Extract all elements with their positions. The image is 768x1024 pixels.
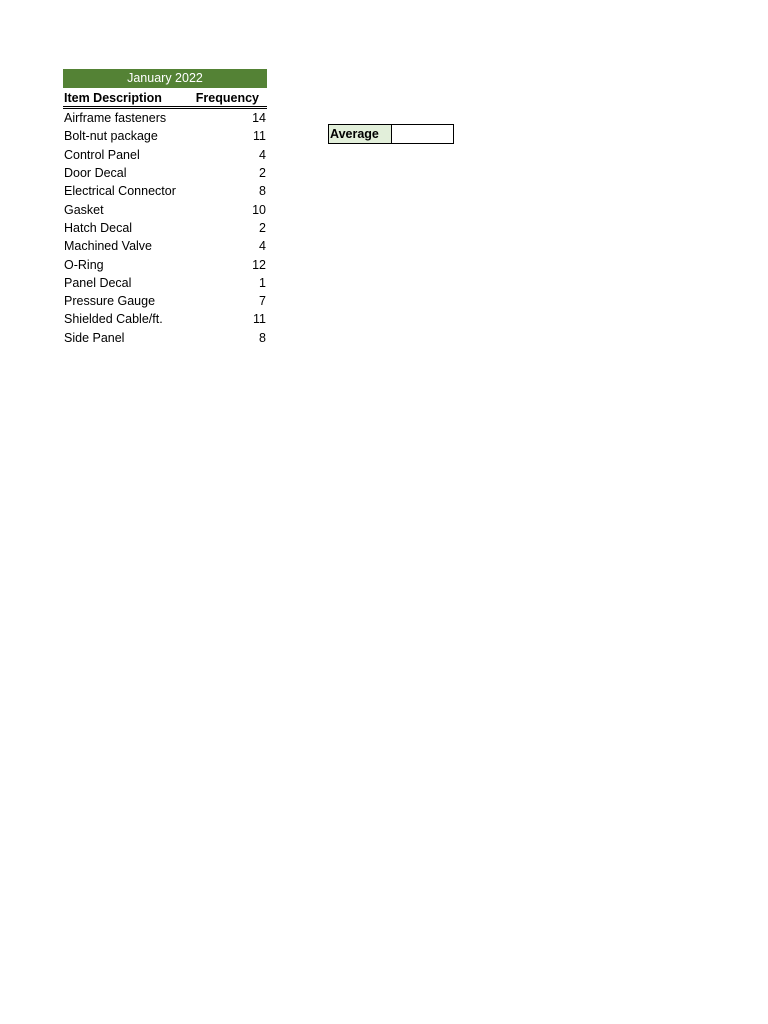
frequency-cell: 2 xyxy=(259,166,266,181)
table-row xyxy=(63,182,267,200)
frequency-cell: 14 xyxy=(252,111,266,126)
table-title: January 2022 xyxy=(63,69,267,88)
average-value-cell[interactable] xyxy=(392,125,453,143)
item-description-cell: Gasket xyxy=(64,202,104,217)
frequency-cell: 2 xyxy=(259,220,266,235)
frequency-cell: 1 xyxy=(259,275,266,290)
header-item-description: Item Description xyxy=(64,91,162,105)
frequency-cell: 4 xyxy=(259,147,266,162)
frequency-cell: 11 xyxy=(253,312,266,327)
table-row xyxy=(63,127,267,145)
table-row xyxy=(63,164,267,182)
table-row xyxy=(63,274,267,292)
frequency-cell: 7 xyxy=(259,294,266,309)
frequency-table xyxy=(63,69,267,347)
item-description-cell: Electrical Connector xyxy=(64,184,176,199)
frequency-cell: 11 xyxy=(253,129,266,144)
item-description-cell: Panel Decal xyxy=(64,275,132,290)
frequency-cell: 10 xyxy=(252,202,266,217)
item-description-cell: Airframe fasteners xyxy=(64,111,167,126)
frequency-cell: 8 xyxy=(259,184,266,199)
table-row xyxy=(63,109,267,127)
frequency-cell: 8 xyxy=(259,330,266,345)
table-header xyxy=(63,88,267,109)
table-row xyxy=(63,219,267,237)
average-cell-group xyxy=(328,124,454,144)
item-description-cell: O-Ring xyxy=(64,257,104,272)
item-description-cell: Bolt-nut package xyxy=(64,129,158,144)
frequency-cell: 12 xyxy=(252,257,266,272)
table-row xyxy=(63,292,267,310)
item-description-cell: Control Panel xyxy=(64,147,140,162)
table-row xyxy=(63,200,267,218)
table-row xyxy=(63,255,267,273)
item-description-cell: Pressure Gauge xyxy=(64,294,156,309)
average-label: Average xyxy=(329,125,392,143)
table-body xyxy=(63,109,267,347)
item-description-cell: Door Decal xyxy=(64,166,127,181)
item-description-cell: Shielded Cable/ft. xyxy=(64,312,163,327)
item-description-cell: Side Panel xyxy=(64,330,125,345)
table-row xyxy=(63,146,267,164)
table-row xyxy=(63,310,267,328)
table-row xyxy=(63,329,267,347)
item-description-cell: Machined Valve xyxy=(64,239,153,254)
item-description-cell: Hatch Decal xyxy=(64,220,133,235)
table-row xyxy=(63,237,267,255)
frequency-cell: 4 xyxy=(259,239,266,254)
header-frequency: Frequency xyxy=(195,91,259,105)
